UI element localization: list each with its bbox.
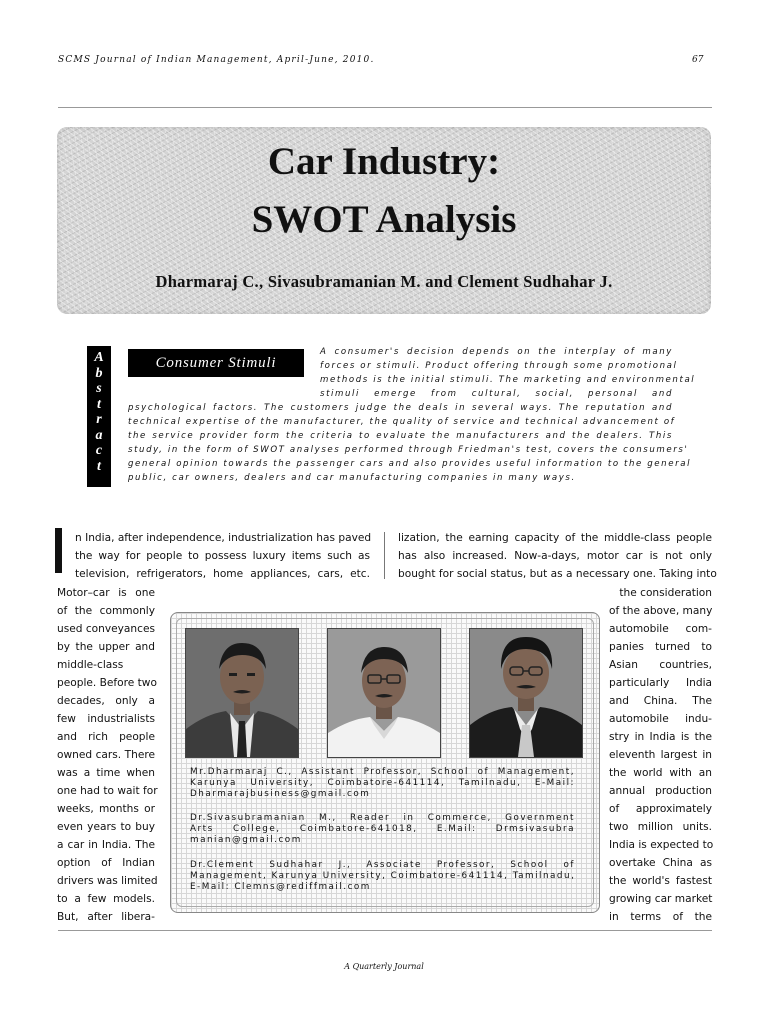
abstract-line: study, in the form of SWOT analyses performed through Friedman's test, covers the consumers' (128, 445, 689, 455)
title-line-1: Car Industry: (267, 140, 501, 183)
body-line: one had to wait for (57, 785, 158, 797)
body-line: particularly India (609, 677, 712, 689)
body-line: lization, the earning capacity of the middle-class people (398, 532, 712, 544)
journal-header: SCMS Journal of Indian Management, April-June, 2010. (58, 55, 375, 65)
caption-line: Dharmarajbusiness@gmail.com (190, 789, 371, 799)
body-line: people. Before two (57, 677, 157, 689)
authors: Dharmaraj C., Sivasubramanian M. and Clement Sudhahar J. (155, 272, 613, 291)
body-line: overtake China as (609, 857, 712, 869)
body-line: option of Indian (57, 857, 155, 869)
body-line: stry in India is the (609, 731, 712, 743)
footer-text: A Quarterly Journal (344, 962, 424, 971)
footer-rule (58, 930, 712, 931)
abstract-letter: t (97, 458, 101, 474)
body-line: few industrialists (57, 713, 155, 725)
caption-line: manian@gmail.com (190, 835, 302, 845)
author-photo-sivasubramanian (327, 628, 441, 758)
body-line: used conveyances (57, 623, 155, 635)
body-col1-narrow (57, 584, 158, 926)
title-line-2: SWOT Analysis (251, 198, 517, 241)
body-line: television, refrigerators, home appliances, cars, etc. (75, 568, 370, 580)
body-line: of approximately (609, 803, 712, 815)
caption-line: Management, Karunya University, Coimbatore-641114, Tamilnadu, (190, 871, 576, 881)
body-line: owned cars. There (57, 749, 155, 761)
caption-line: E-Mail: Clemns@rediffmail.com (190, 882, 371, 892)
author-caption-1 (190, 767, 575, 800)
body-line: by the upper and (57, 641, 155, 653)
caption-line: Dr.Clement Sudhahar J., Associate Professor, School of (190, 860, 575, 870)
body-line: automobile indu- (609, 713, 712, 725)
body-line: panies turned to (609, 641, 712, 653)
abstract-letter: A (94, 350, 104, 365)
header-rule (58, 107, 712, 108)
body-line: in terms of the (609, 911, 712, 923)
abstract-line: forces or stimuli. Product offering through some promotional (320, 361, 678, 371)
body-line: a car in India. The (57, 839, 155, 851)
body-line: to a few models. (57, 893, 155, 905)
abstract-line: stimuli emerge from cultural, social, personal and (320, 389, 673, 399)
body-line: of the above, many (609, 605, 713, 617)
author-caption-3 (190, 860, 575, 893)
abstract-letter: t (97, 396, 101, 412)
caption-line: Karunya University, Coimbatore-641114, Tamilnadu, E-Mail: (190, 778, 575, 788)
caption-line: Dr.Sivasubramanian M., Reader in Commerce, Government (190, 813, 575, 823)
abstract-side-label (87, 346, 111, 487)
caption-line: Mr.Dharmaraj C., Assistant Professor, School of Management, (190, 767, 575, 777)
column-divider (384, 532, 385, 579)
body-line: n India, after independence, industrialization has paved (75, 532, 372, 544)
body-line: India is expected to (609, 839, 714, 851)
author-photo-clement (469, 628, 583, 758)
abstract-line: psychological factors. The customers judge the deals in several ways. The reputation and (128, 403, 673, 413)
body-line: the way for people to possess luxury items such as (75, 550, 370, 562)
body-line: the world's fastest (609, 875, 712, 887)
body-line: has also increased. Now-a-days, motor car is not only (398, 550, 712, 562)
author-caption-2 (190, 813, 575, 846)
body-line: middle-class (57, 659, 124, 671)
abstract-heading: Consumer Stimuli (128, 349, 304, 377)
body-line: Motor–car is one (57, 587, 155, 599)
body-line: automobile com- (609, 623, 712, 635)
page-number: 67 (692, 55, 704, 65)
body-line: drivers was limited (57, 875, 158, 887)
abstract-letter: s (96, 381, 102, 396)
abstract-line: methods is the initial stimuli. The marketing and environmental (320, 375, 696, 385)
body-line: annual production (609, 785, 712, 797)
body-line: and rich people (57, 731, 155, 743)
author-photo-dharmaraj (185, 628, 299, 758)
body-line: Asian countries, (609, 659, 712, 671)
body-line: decades, only a (57, 695, 155, 707)
body-line: eleventh largest in (609, 749, 712, 761)
abstract-letter: r (96, 412, 102, 427)
abstract-letter: c (95, 443, 103, 458)
abstract-line: A consumer's decision depends on the interplay of many (320, 347, 673, 357)
body-line: the consideration (619, 587, 712, 599)
abstract-line: the service provider form the criteria to evaluate the manufacturers and the dealers. This (128, 431, 673, 441)
body-line: two million units. (609, 821, 712, 833)
body-line: weeks, months or (57, 803, 155, 815)
abstract-line: general opinion towards the passenger cars and also provides useful information to the general (128, 459, 692, 469)
body-line: even years to buy (57, 821, 155, 833)
body-line: the world with an (609, 767, 712, 779)
caption-line: Arts College, Coimbatore-641018, E.Mail: Drmsivasubra (190, 824, 575, 834)
body-line: was a time when (57, 767, 155, 779)
body-line: growing car market (609, 893, 713, 905)
body-line: and China. The (609, 695, 712, 707)
abstract-line: public, car owners, dealers and car manufacturing companies in many ways. (128, 473, 576, 483)
drop-cap-I (55, 528, 62, 573)
abstract-letter: b (95, 365, 103, 381)
body-line: of the commonly (57, 605, 155, 617)
body-line: But, after libera- (57, 911, 155, 923)
abstract-line: technical expertise of the manufacturer, the quality of service and technical advancement of (128, 417, 676, 427)
body-col2-narrow (609, 584, 712, 926)
abstract-letter: a (95, 427, 103, 443)
body-line: bought for social status, but as a necessary one. Taking into (398, 568, 717, 580)
title-banner (57, 127, 711, 314)
